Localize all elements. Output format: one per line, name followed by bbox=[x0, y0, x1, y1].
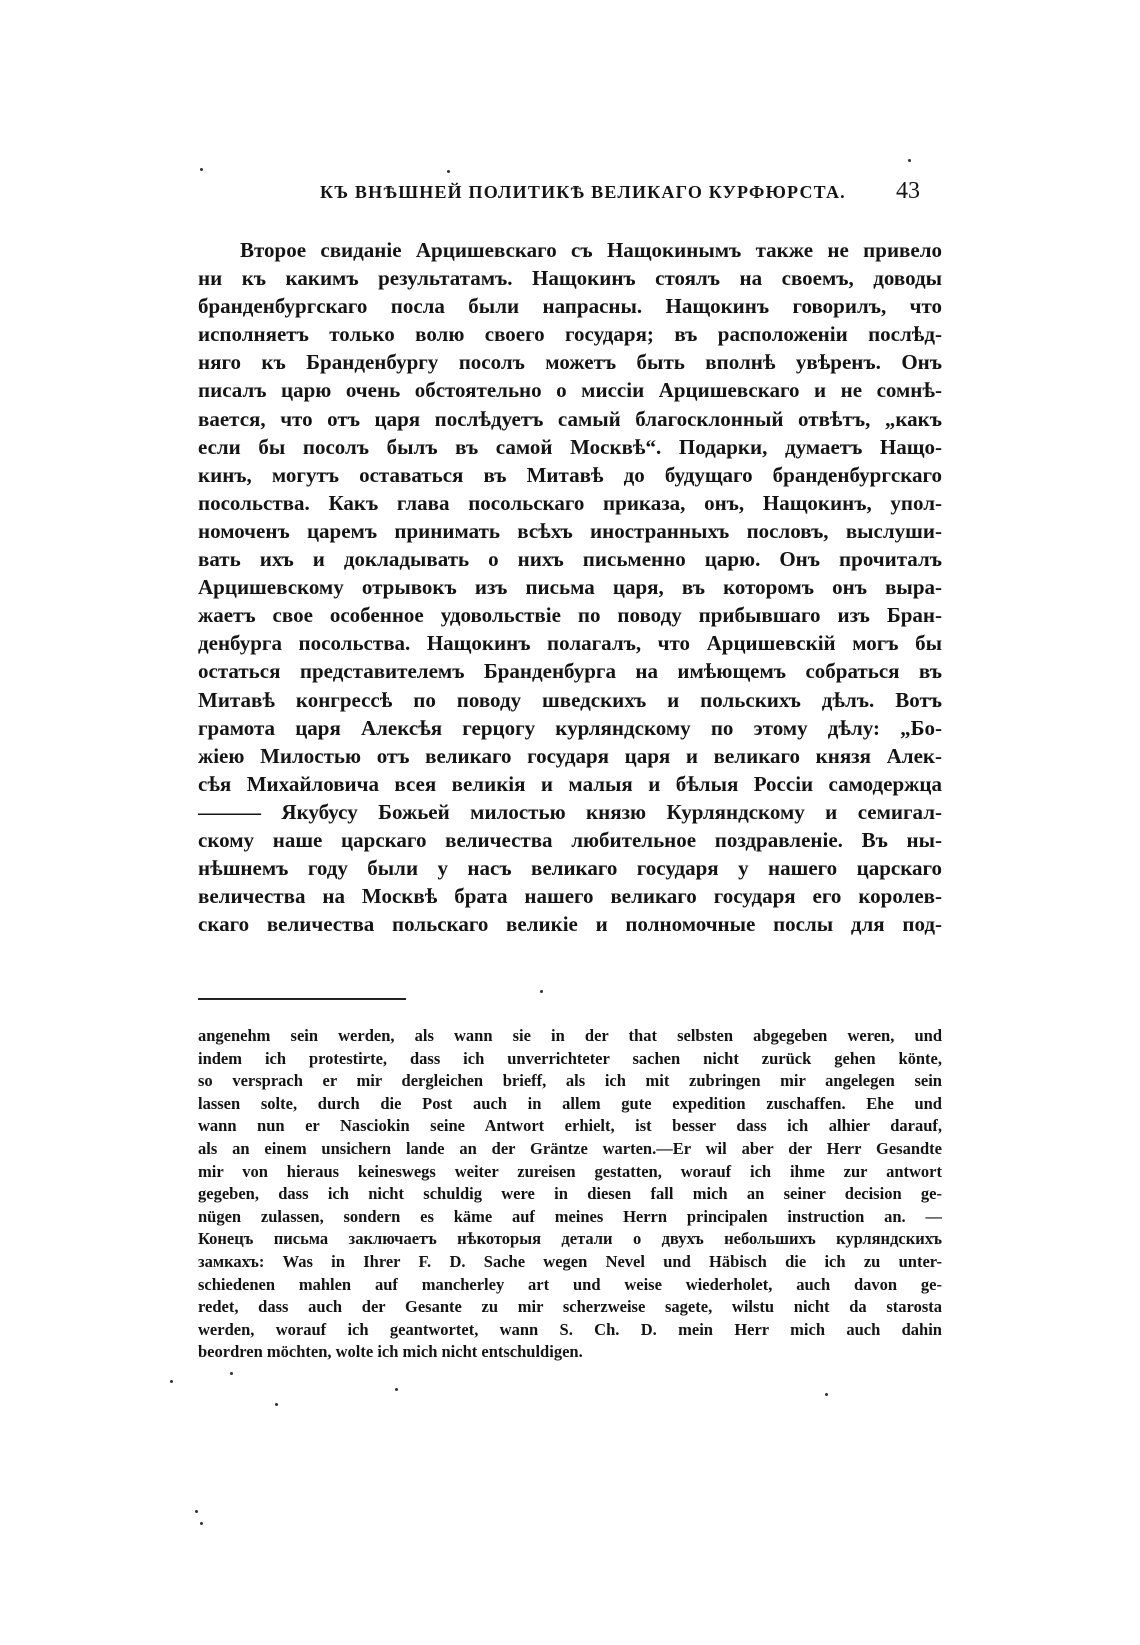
footnote-line: Конецъ письма заключаетъ нѣкоторыя детали о двухъ небольшихъ курляндскихъ bbox=[198, 1229, 942, 1249]
scan-speck bbox=[908, 159, 911, 162]
main-line: скому наше царскаго величества любительное поздравленіе. Въ ны- bbox=[198, 827, 942, 852]
main-line: Арцишевскому отрывокъ изъ письма царя, въ которомъ онъ выра- bbox=[198, 575, 942, 600]
footnote-line: nügen zulassen, sondern es käme auf meines Herrn principalen instruction an. — bbox=[198, 1206, 942, 1226]
main-line: скаго величества польскаго великіе и полномочные послы для под- bbox=[198, 912, 942, 937]
main-line: ——— Якубусу Божьей милостью князю Курляндскому и семигал- bbox=[198, 799, 942, 824]
main-line: бранденбургскаго посла были напрасны. Нащокинъ говорилъ, что bbox=[198, 294, 942, 319]
main-text bbox=[198, 236, 942, 938]
running-header bbox=[320, 178, 920, 208]
main-line: исполняетъ только волю своего государя; въ расположеніи послѣд- bbox=[198, 322, 942, 347]
main-line: номоченъ царемъ принимать всѣхъ иностранныхъ пословъ, выслуши- bbox=[198, 518, 942, 543]
footnote-line: lassen solte, durch die Post auch in allem gute expedition zuschaffen. Ehe und bbox=[198, 1093, 942, 1113]
footnote-line: mir von hieraus keineswegs weiter zureisen gestatten, worauf ich ihme zur antwort bbox=[198, 1161, 942, 1181]
scan-speck bbox=[275, 1403, 278, 1406]
main-line: посольства. Какъ глава посольскаго приказа, онъ, Нащокинъ, упол- bbox=[198, 490, 942, 515]
footnote-line: redet, dass auch der Gesante zu mir scherzweise sagete, wilstu nicht da starosta bbox=[198, 1297, 942, 1317]
main-line: сѣя Михайловича всея великія и малыя и бѣлыя Россіи самодержца bbox=[198, 771, 942, 796]
footnote-line: schiedenen mahlen auf mancherley art und weise wiederholet, auch davon ge- bbox=[198, 1274, 942, 1294]
scan-speck bbox=[540, 990, 543, 993]
main-line: если бы посолъ былъ въ самой Москвѣ“. Подарки, думаетъ Нащо- bbox=[198, 434, 942, 459]
main-line: жіею Милостью отъ великаго государя царя и великаго князя Алек- bbox=[198, 743, 942, 768]
scan-speck bbox=[200, 168, 203, 171]
footnote-line: gegeben, dass ich nicht schuldig were in diesen fall mich an seiner decision ge- bbox=[198, 1184, 942, 1204]
header-title: КЪ ВНѢШНЕЙ ПОЛИТИКѢ ВЕЛИКАГО КУРФЮРСТА. bbox=[320, 182, 846, 202]
scan-speck bbox=[195, 1510, 198, 1513]
page-number: 43 bbox=[896, 178, 920, 204]
main-line: вать ихъ и докладывать о нихъ письменно царю. Онъ прочиталъ bbox=[198, 547, 942, 572]
footnote-line: wann nun er Nasciokin seine Antwort erhielt, ist besser dass ich alhier darauf, bbox=[198, 1116, 942, 1136]
main-line: грамота царя Алексѣя герцогу курляндскому по этому дѣлу: „Бо- bbox=[198, 715, 942, 740]
footnote-line: indem ich protestirte, dass ich unverrichteter sachen nicht zurück gehen könte, bbox=[198, 1048, 942, 1068]
main-line: жаетъ свое особенное удовольствіе по поводу прибывшаго изъ Бран- bbox=[198, 603, 942, 628]
scan-speck bbox=[170, 1380, 173, 1383]
footnote-line: als an einem unsichern lande an der Gräntze warten.—Er wil aber der Herr Gesandte bbox=[198, 1138, 942, 1158]
main-line: остаться представителемъ Бранденбурга на имѣющемъ собраться въ bbox=[198, 659, 942, 684]
scan-speck bbox=[825, 1393, 828, 1396]
main-line: нѣшнемъ году были у насъ великаго государя у нашего царскаго bbox=[198, 856, 942, 881]
main-line: кинъ, могутъ оставаться въ Митавѣ до будущаго бранденбургскаго bbox=[198, 462, 942, 487]
main-line: Второе свиданіе Арцишевскаго съ Нащокинымъ также не привело bbox=[240, 238, 942, 262]
main-line: няго къ Бранденбургу посолъ можетъ быть вполнѣ увѣренъ. Онъ bbox=[198, 350, 942, 375]
main-line: писалъ царю очень обстоятельно о миссіи Арцишевскаго и не сомнѣ- bbox=[198, 378, 942, 403]
main-line: денбурга посольства. Нащокинъ полагалъ, что Арцишевскій могъ бы bbox=[198, 631, 942, 656]
scan-speck bbox=[447, 170, 450, 173]
scan-speck bbox=[230, 1372, 233, 1375]
footnote-rule bbox=[198, 998, 406, 1000]
footnote-line: замкахъ: Was in Ihrer F. D. Sache wegen Nevel und Häbisch die ich zu unter- bbox=[198, 1251, 942, 1271]
main-line: величества на Москвѣ брата нашего великаго государя его королев- bbox=[198, 884, 942, 909]
main-line: вается, что отъ царя послѣдуетъ самый благосклонный отвѣтъ, „какъ bbox=[198, 406, 942, 431]
footnote bbox=[198, 1025, 942, 1364]
scan-speck bbox=[395, 1388, 398, 1391]
footnote-line: angenehm sein werden, als wann sie in der that selbsten abgegeben weren, und bbox=[198, 1026, 942, 1045]
main-line: Митавѣ конгрессѣ по поводу шведскихъ и польскихъ дѣлъ. Вотъ bbox=[198, 687, 942, 712]
main-line: ни къ какимъ результатамъ. Нащокинъ стоялъ на своемъ, доводы bbox=[198, 266, 942, 291]
footnote-line: werden, worauf ich geantwortet, wann S. Ch. D. mein Herr mich auch dahin bbox=[198, 1319, 942, 1339]
footnote-line: so versprach er mir dergleichen brieff, als ich mit zubringen mir angelegen sein bbox=[198, 1071, 942, 1091]
footnote-line: beordren möchten, wolte ich mich nicht entschuldigen. bbox=[198, 1342, 583, 1362]
scan-speck bbox=[200, 1522, 203, 1525]
